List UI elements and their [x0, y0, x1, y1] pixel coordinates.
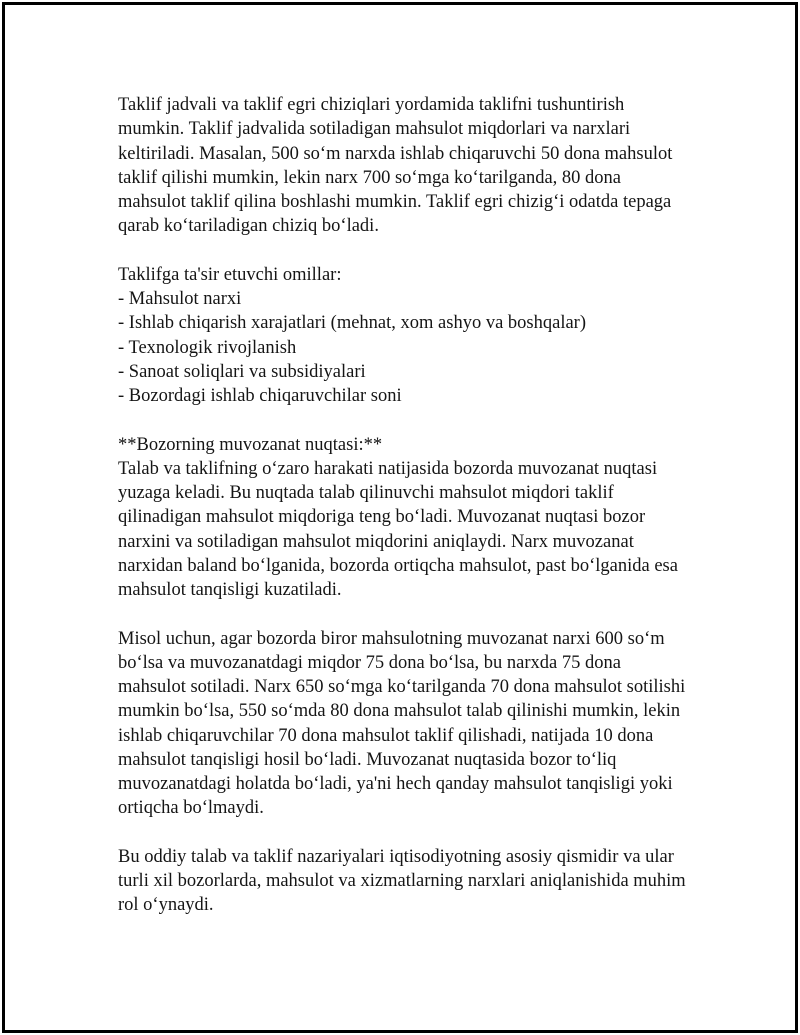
text-line: turli xil bozorlarda, mahsulot va xizmatlarning narxlari aniqlanishida muhim: [118, 871, 686, 891]
text-line: Misol uchun, agar bozorda biror mahsulotning muvozanat narxi 600 so‘m: [118, 628, 665, 649]
text-line: mahsulot tanqisligi kuzatiladi.: [118, 580, 342, 600]
text-line: ishlab chiqaruvchilar 70 dona mahsulot taklif qilishadi, natijada 10 dona: [118, 725, 654, 746]
text-line: Talab va taklifning o‘zaro harakati natijasida bozorda muvozanat nuqtasi: [118, 458, 658, 479]
text-line: mumkin bo‘lsa, 550 so‘mda 80 dona mahsulot talab qilinishi mumkin, lekin: [118, 701, 681, 722]
section-heading: **Bozorning muvozanat nuqtasi:**: [118, 434, 383, 455]
text-line: mahsulot taklif qilina boshlashi mumkin. Taklif egri chizig‘i odatda tepaga: [118, 192, 672, 212]
text-line: rol o‘ynaydi.: [118, 895, 214, 916]
text-line: narxini va sotiladigan mahsulot miqdorini aniqlaydi. Narx muvozanat: [118, 531, 634, 552]
section-heading: Taklifga ta'sir etuvchi omillar:: [118, 264, 342, 285]
example-paragraph: [118, 627, 738, 821]
supply-paragraph: [118, 93, 738, 239]
text-line: Taklif jadvali va taklif egri chiziqlari yordamida taklifni tushuntirish: [118, 95, 625, 115]
text-line: taklif qilishi mumkin, lekin narx 700 so‘mga ko‘tarilganda, 80 dona: [118, 167, 622, 188]
list-item: - Mahsulot narxi: [118, 289, 242, 309]
text-line: qilinadigan mahsulot miqdoriga teng bo‘ladi. Muvozanat nuqtasi bozor: [118, 507, 646, 528]
text-line: bo‘lsa va muvozanatdagi miqdor 75 dona bo‘lsa, bu narxda 75 dona: [118, 652, 621, 673]
list-item: - Sanoat soliqlari va subsidiyalari: [118, 361, 366, 382]
list-item: - Ishlab chiqarish xarajatlari (mehnat, xom ashyo va boshqalar): [118, 313, 586, 334]
document-body: [118, 93, 738, 918]
text-line: narxidan baland bo‘lganida, bozorda ortiqcha mahsulot, past bo‘lganida esa: [118, 555, 678, 576]
text-line: mahsulot tanqisligi hosil bo‘ladi. Muvozanat nuqtasida bozor to‘liq: [118, 749, 617, 770]
text-line: mumkin. Taklif jadvalida sotiladigan mahsulot miqdorlari va narxlari: [118, 119, 631, 140]
text-line: qarab ko‘tariladigan chiziq bo‘ladi.: [118, 216, 379, 237]
equilibrium-section: [118, 433, 738, 603]
text-line: mahsulot sotiladi. Narx 650 so‘mga ko‘tarilganda 70 dona mahsulot sotilishi: [118, 677, 686, 697]
list-item: - Texnologik rivojlanish: [118, 337, 297, 358]
text-line: Bu oddiy talab va taklif nazariyalari iqtisodiyotning asosiy qismidir va ular: [118, 846, 674, 867]
text-line: yuzaga keladi. Bu nuqtada talab qilinuvchi mahsulot miqdori taklif: [118, 483, 614, 503]
factors-section: [118, 263, 738, 409]
list-item: - Bozordagi ishlab chiqaruvchilar soni: [118, 386, 402, 406]
conclusion-paragraph: [118, 845, 738, 918]
text-line: muvozanatdagi holatda bo‘ladi, ya'ni hech qanday mahsulot tanqisligi yoki: [118, 774, 673, 794]
text-line: keltiriladi. Masalan, 500 so‘m narxda ishlab chiqaruvchi 50 dona mahsulot: [118, 143, 673, 164]
text-line: ortiqcha bo‘lmaydi.: [118, 798, 264, 819]
